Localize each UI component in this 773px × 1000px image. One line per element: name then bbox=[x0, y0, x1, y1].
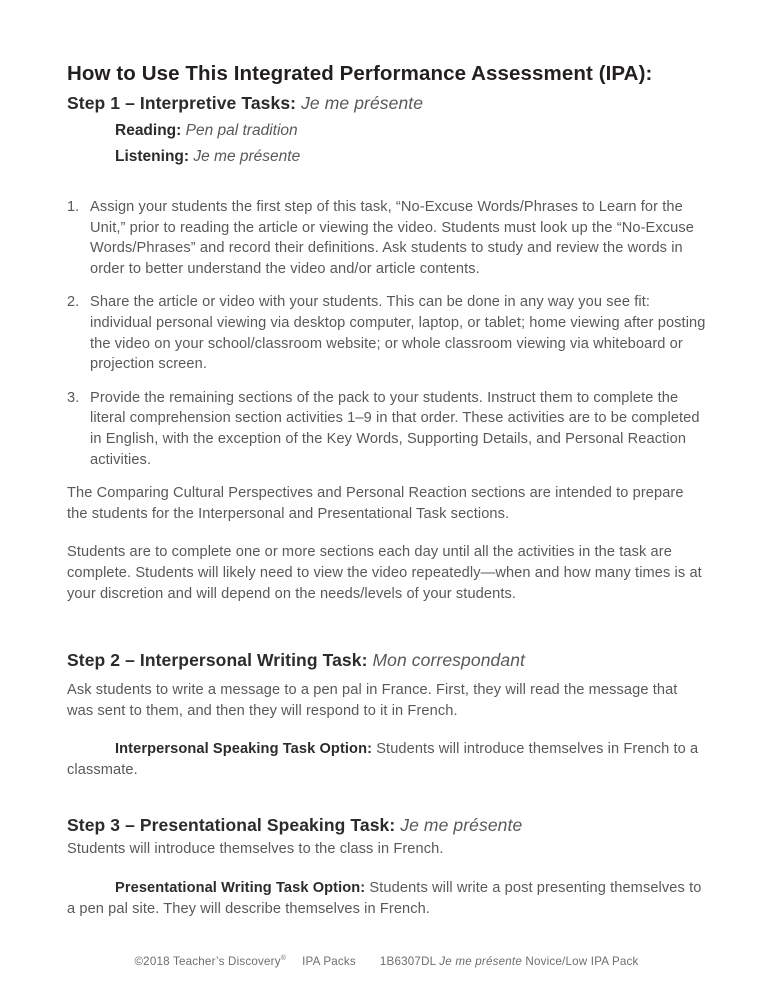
reading-line bbox=[67, 122, 707, 140]
step3-option-text: Students will write a post presenting themselves to a pen pal site. They will describe themselves in French. bbox=[67, 880, 702, 917]
step1-heading bbox=[67, 93, 707, 114]
step3-heading bbox=[67, 815, 707, 836]
footer-product bbox=[380, 955, 639, 968]
list-item bbox=[67, 292, 707, 374]
registered-trademark-symbol: ® bbox=[280, 955, 287, 963]
listening-line bbox=[67, 148, 707, 166]
listening-value: Je me présente bbox=[193, 148, 301, 165]
step3-heading-bold: Step 3 – Presentational Speaking Task: bbox=[67, 815, 396, 836]
paragraph-pacing: Students are to complete one or more sections each day until all the activities in the task are complete. Students will likely need to view the video repeatedly—when and how many times is at your discretion and will depend on the needs/levels of your students. bbox=[67, 544, 702, 602]
instruction-list bbox=[67, 197, 707, 470]
step2-heading-italic: Mon correspondant bbox=[372, 650, 525, 671]
step2-section bbox=[67, 650, 707, 780]
list-item-number: 2. bbox=[67, 294, 80, 311]
paragraph-perspectives: The Comparing Cultural Perspectives and Personal Reaction sections are intended to prepare the students for the Interpersonal and Presentational Task sections. bbox=[67, 485, 684, 522]
step3-paragraph: Students will introduce themselves to the class in French. bbox=[67, 841, 444, 858]
step2-option-label: Interpersonal Speaking Task Option: bbox=[115, 741, 373, 758]
page-footer bbox=[0, 955, 773, 968]
list-item-text: Assign your students the first step of this task, “No-Excuse Words/Phrases to Learn for the Unit,” prior to reading the article or viewing the video. Students must look up the “No-Excuse Words/Phrases” and record their definitions. Ask students to study and review the words in order to better understand the video and/or article contents. bbox=[90, 199, 694, 277]
list-item-text: Provide the remaining sections of the pack to your students. Instruct them to complete the literal comprehension section activities 1–9 in that order. These activities are to be completed in English, with the exception of the Key Words, Supporting Details, and Personal Reaction activities. bbox=[90, 389, 700, 468]
step2-heading-bold: Step 2 – Interpersonal Writing Task: bbox=[67, 650, 368, 671]
step2-option-text: Students will introduce themselves in French to a classmate. bbox=[67, 741, 699, 778]
step3-heading-italic: Je me présente bbox=[400, 815, 523, 836]
footer-copyright: ©2018 Teacher’s Discovery® bbox=[134, 955, 287, 968]
list-item bbox=[67, 388, 707, 470]
step3-option bbox=[67, 878, 707, 919]
reading-label: Reading: bbox=[115, 122, 182, 139]
listening-label: Listening: bbox=[115, 148, 190, 165]
list-item bbox=[67, 197, 707, 279]
list-item-number: 1. bbox=[67, 199, 80, 215]
step2-heading bbox=[67, 650, 707, 671]
footer-product-title: Je me présente bbox=[439, 955, 522, 968]
step3-section bbox=[67, 815, 707, 919]
step2-paragraph: Ask students to write a message to a pen pal in France. First, they will read the message that was sent to them, and then they will respond to it in French. bbox=[67, 682, 678, 719]
step3-option-label: Presentational Writing Task Option: bbox=[115, 880, 366, 897]
footer-sku: 1B6307DL bbox=[379, 955, 440, 968]
list-item-text: Share the article or video with your students. This can be done in any way you see fit: individual personal viewing via desktop computer, laptop, or tablet; home viewing after posting the video on your school/classroom website; or whole classroom viewing via whiteboard or projection screen. bbox=[90, 294, 706, 373]
footer-product-suffix: Novice/Low IPA Pack bbox=[522, 955, 639, 968]
footer-series: IPA Packs bbox=[302, 955, 356, 968]
step1-heading-bold: Step 1 – Interpretive Tasks: bbox=[67, 93, 297, 113]
list-item-number: 3. bbox=[67, 389, 80, 406]
reading-value: Pen pal tradition bbox=[185, 122, 298, 139]
page-title: How to Use This Integrated Performance Assessment (IPA): bbox=[67, 62, 653, 85]
step1-heading-italic: Je me présente bbox=[301, 93, 424, 113]
step2-option bbox=[67, 739, 707, 780]
